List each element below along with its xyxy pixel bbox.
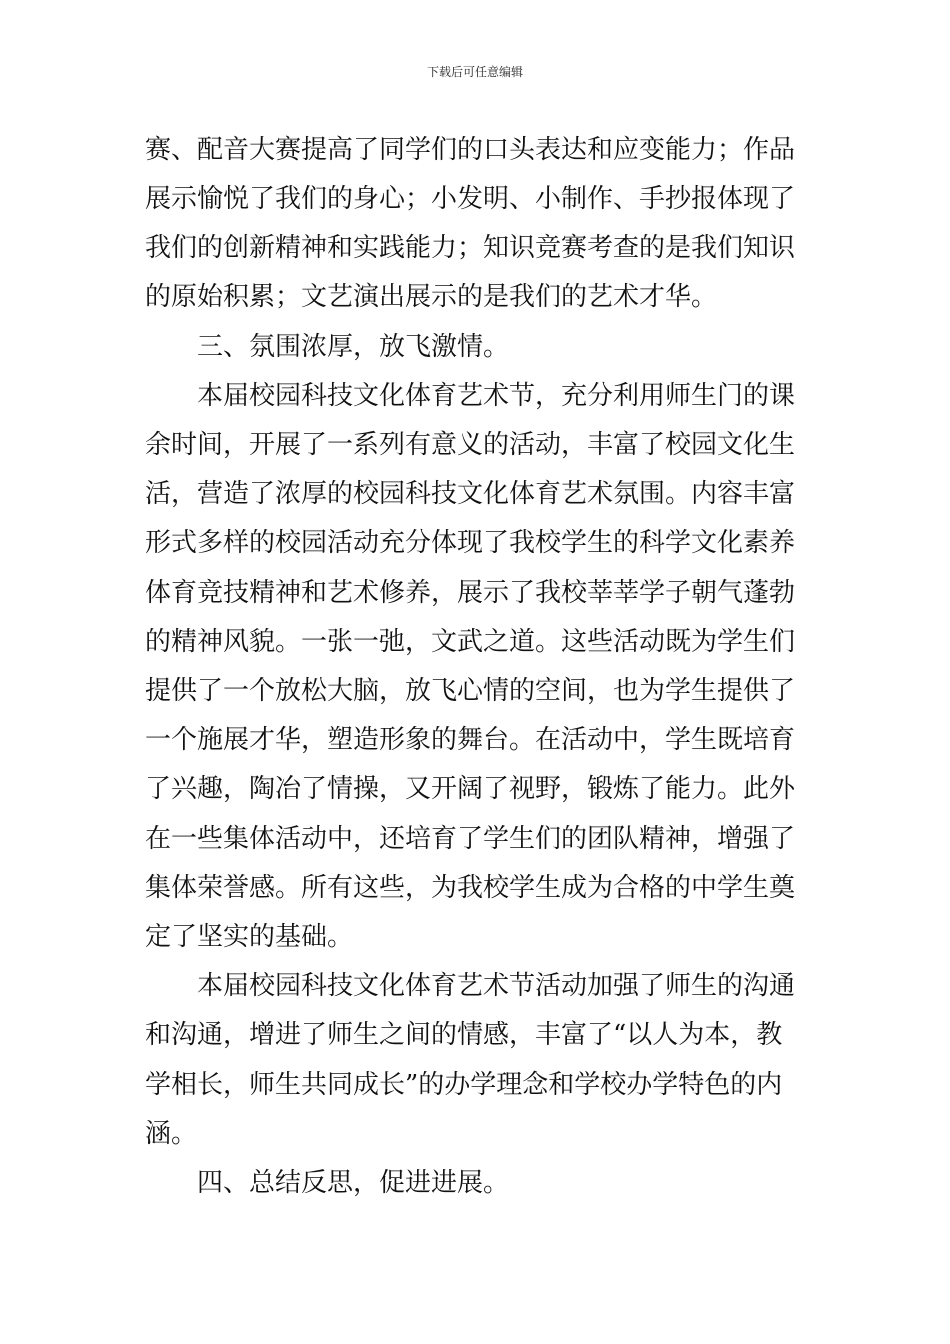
page-header: 下载后可任意编辑	[426, 65, 523, 79]
body-text-line: 形式多样的校园活动充分体现了我校学生的科学文化素养	[145, 528, 796, 558]
body-text-line: 集体荣誉感。所有这些，为我校学生成为合格的中学生奠	[145, 873, 796, 903]
body-text-line: 定了坚实的基础。	[145, 922, 354, 952]
body-text-line: 学相长，师生共同成长”的办学理念和学校办学特色的内	[145, 1070, 783, 1100]
body-text-line: 提供了一个放松大脑，放飞心情的空间，也为学生提供了	[145, 676, 796, 706]
body-text-line: 涵。	[145, 1119, 198, 1149]
body-text-line: 本届校园科技文化体育艺术节，充分利用师生门的课	[197, 381, 796, 411]
body-text-line: 本届校园科技文化体育艺术节活动加强了师生的沟通	[197, 971, 796, 1001]
body-text-line: 一个施展才华，塑造形象的舞台。在活动中，学生既培育	[145, 725, 796, 755]
body-text-line: 我们的创新精神和实践能力；知识竞赛考查的是我们知识	[145, 233, 796, 263]
body-text-line: 体育竞技精神和艺术修养，展示了我校莘莘学子朝气蓬勃	[145, 578, 796, 608]
body-text-line: 和沟通，增进了师生之间的情感，丰富了“以人为本，教	[145, 1020, 783, 1050]
body-text-line: 展示愉悦了我们的身心；小发明、小制作、手抄报体现了	[145, 184, 796, 214]
body-text-line: 余时间，开展了一系列有意义的活动，丰富了校园文化生	[145, 430, 796, 460]
body-text-line: 的精神风貌。一张一弛，文武之道。这些活动既为学生们	[145, 627, 796, 657]
body-text-line: 了兴趣，陶冶了情操，又开阔了视野，锻炼了能力。此外	[145, 774, 796, 804]
body-text-line: 赛、配音大赛提高了同学们的口头表达和应变能力；作品	[145, 135, 796, 165]
body-text-line: 活，营造了浓厚的校园科技文化体育艺术氛围。内容丰富	[145, 479, 796, 509]
section-heading: 三、氛围浓厚，放飞激情。	[197, 332, 510, 362]
body-text-line: 在一些集体活动中，还培育了学生们的团队精神，增强了	[145, 824, 796, 854]
body-text-line: 的原始积累；文艺演出展示的是我们的艺术才华。	[145, 282, 718, 312]
section-heading: 四、总结反思，促进进展。	[197, 1168, 510, 1198]
